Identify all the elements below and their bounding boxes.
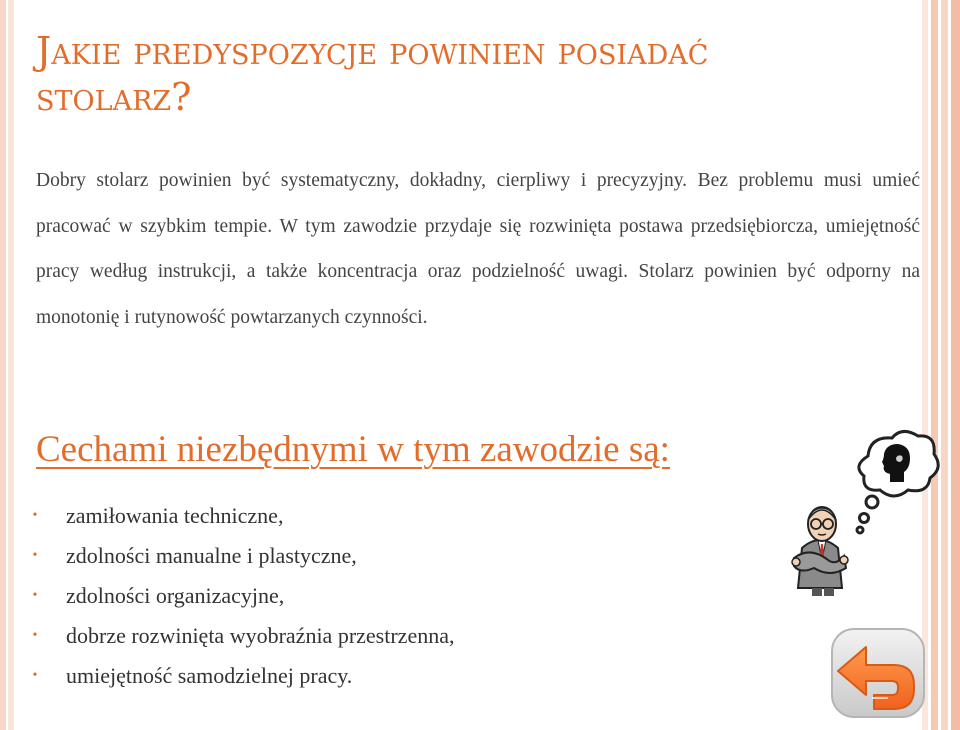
list-item-text: umiejętność samodzielnej pracy.	[66, 663, 353, 688]
description-paragraph: Dobry stolarz powinien być systematyczny, dokładny, cierpliwy i precyzyjny. Bez problemu musi umieć pracować w szybkim tempie. W tym zawodzie przydaje się rozwinięta postawa przedsiębiorcza, umiejętność pracy według instrukcji, a także koncentracja oraz podzielność uwagi. Stolarz powinien być odporny na monotonię i rutynowość powtarzanych czynności.	[36, 170, 920, 328]
traits-list	[30, 496, 454, 696]
right-decorative-stripes	[922, 0, 960, 730]
bullet-icon: •	[32, 548, 38, 563]
list-item-text: dobrze rozwinięta wyobraźnia przestrzenna,	[66, 623, 455, 648]
left-decorative-stripe	[0, 0, 14, 730]
thinking-man-icon	[780, 428, 940, 598]
list-item-text: zdolności manualne i plastyczne,	[66, 543, 357, 568]
list-item-text: zamiłowania techniczne,	[66, 503, 284, 528]
list-item	[30, 496, 454, 536]
back-arrow-icon[interactable]	[828, 625, 928, 721]
bullet-icon: •	[32, 628, 38, 643]
title-line-1: Jakie predyspozycje powinien posiadać	[36, 29, 709, 73]
list-item-text: zdolności organizacyjne,	[66, 583, 285, 608]
list-item	[30, 536, 454, 576]
bullet-icon: •	[32, 588, 38, 603]
list-item	[30, 656, 454, 696]
bullet-icon: •	[32, 668, 38, 683]
list-item	[30, 576, 454, 616]
title-line-2: stolarz?	[36, 75, 192, 119]
slide-title	[36, 28, 896, 120]
bullet-icon: •	[32, 508, 38, 523]
list-item	[30, 616, 454, 656]
traits-heading: Cechami niezbędnymi w tym zawodzie są:	[36, 429, 670, 470]
